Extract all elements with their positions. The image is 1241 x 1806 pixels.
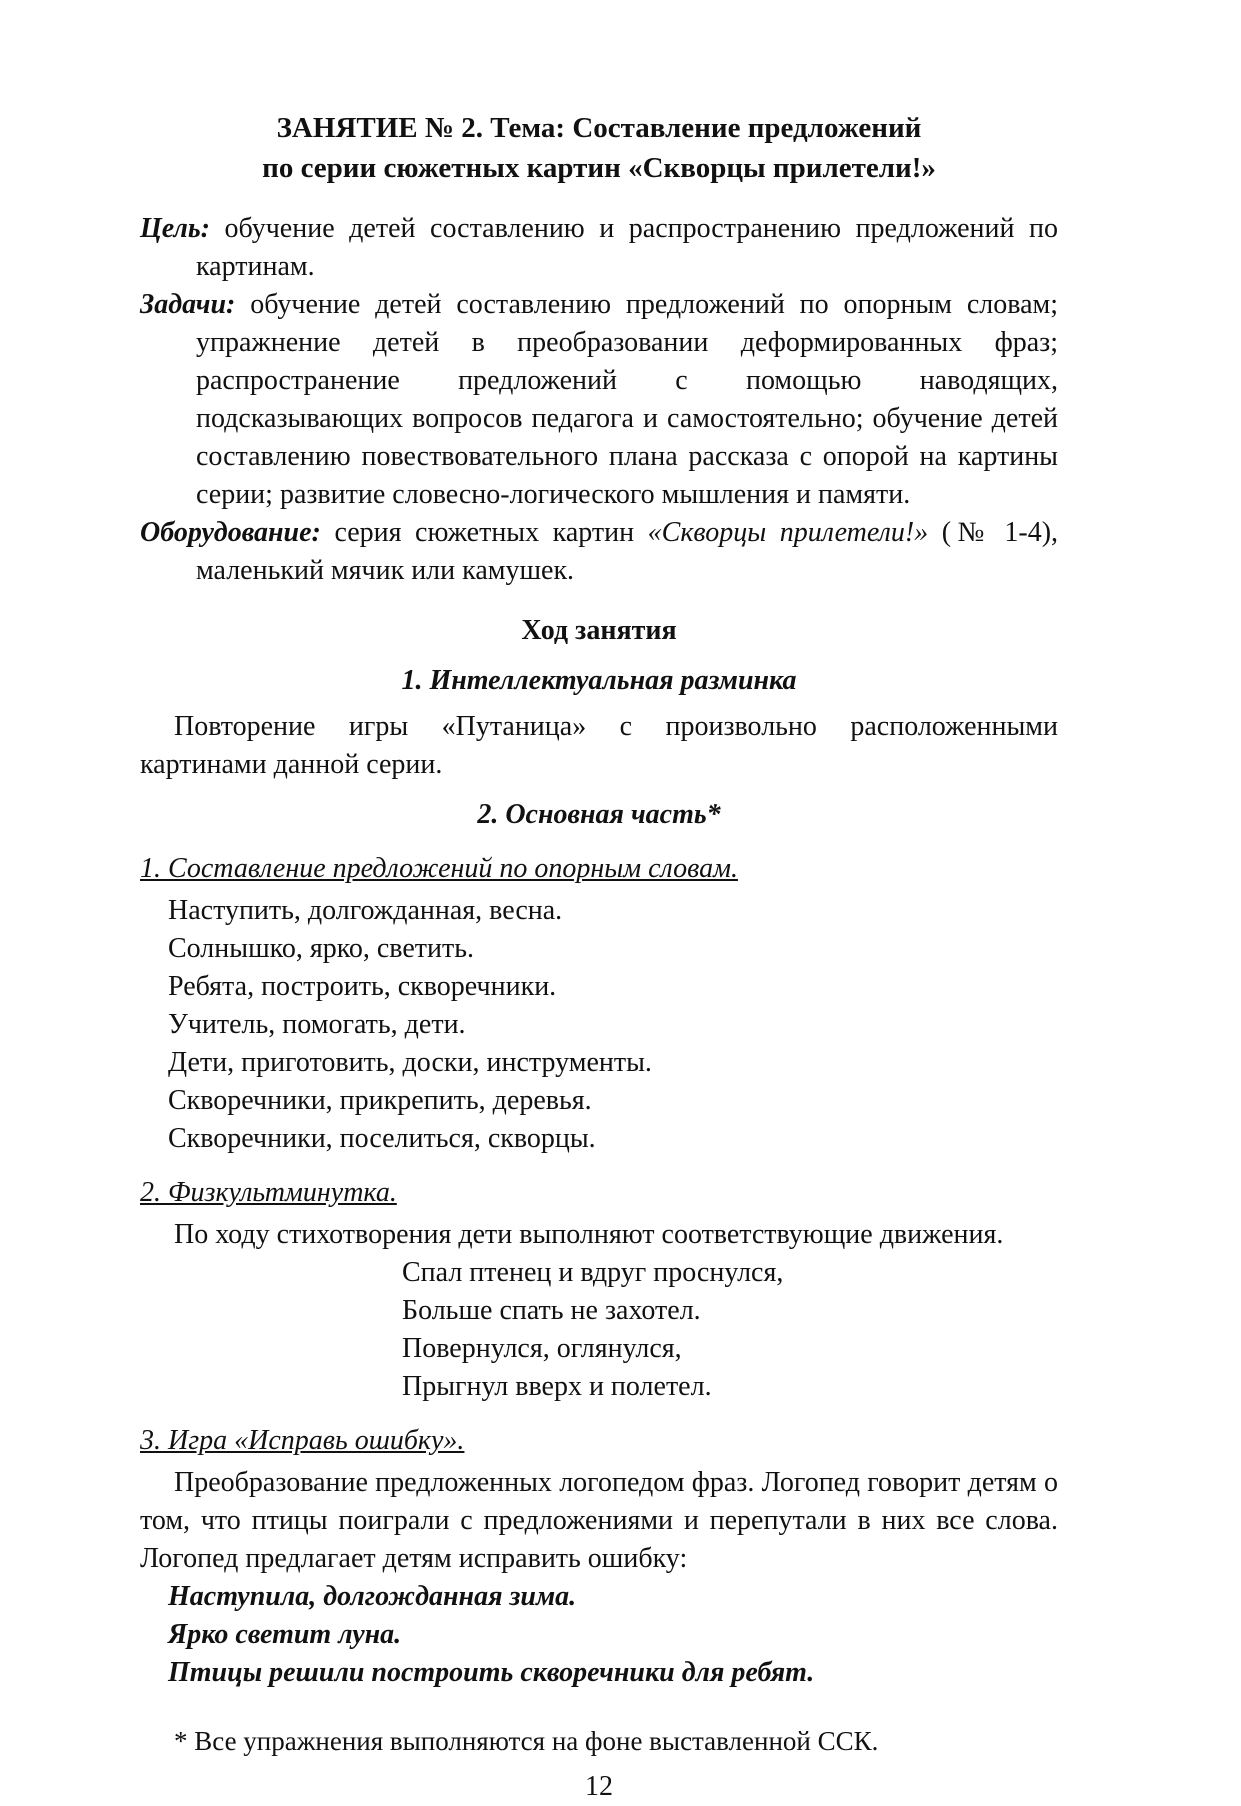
exercise3-corrected-list (140, 1578, 1058, 1692)
exercise2-title: 2. Физкультминутка. (140, 1177, 397, 1208)
corrected-line: Птицы решили построить скворечники для ребят. (168, 1657, 815, 1688)
section1-heading: 1. Интеллектуальная разминка (401, 665, 797, 696)
word-line: Скворечники, прикрепить, деревья. (168, 1085, 592, 1116)
poem-line: Повернулся, оглянулся, (402, 1333, 682, 1364)
goal-paragraph (140, 210, 1058, 286)
exercise3-intro: Преобразование предложенных логопедом фраз. Логопед говорит детям о том, что птицы поиграли с предложениями и перепутали в них все слова. Логопед предлагает детям исправить ошибку: (140, 1467, 1058, 1574)
poem-line: Прыгнул вверх и полетел. (402, 1371, 712, 1402)
exercise2-intro: По ходу стихотворения дети выполняют соответствующие движения. (174, 1219, 1004, 1250)
exercise2-poem (140, 1254, 1058, 1406)
tasks-label: Задачи: (140, 289, 236, 320)
word-line: Ребята, построить, скворечники. (168, 971, 557, 1002)
exercise3-title: 3. Игра «Исправь ошибку». (140, 1425, 465, 1456)
equipment-text-after: (№ 1-4), маленький мячик или камушек. (196, 517, 1059, 586)
equipment-text-before: серия сюжетных картин (334, 517, 635, 548)
goal-label: Цель: (140, 213, 210, 244)
exercise1-title: 1. Составление предложений по опорным словам. (140, 853, 738, 884)
equipment-label: Оборудование: (140, 517, 321, 548)
exercise1-word-list (140, 892, 1058, 1158)
word-line: Учитель, помогать, дети. (168, 1009, 466, 1040)
title-line-2: по серии сюжетных картин «Скворцы прилетели!» (262, 152, 936, 184)
word-line: Солнышко, ярко, светить. (168, 933, 475, 964)
tasks-text: обучение детей составлению предложений по опорным словам; упражнение детей в преобразовании деформированных фраз; распространение предложений с помощью наводящих, подсказывающих вопросов педагога и самостоятельно; обучение детей составлению повествовательного плана рассказа с опорой на картины серии; развитие словесно-логического мышления и памяти. (196, 289, 1058, 510)
equipment-paragraph (140, 514, 1058, 590)
page-number: 12 (585, 1771, 613, 1802)
footnote: * Все упражнения выполняются на фоне выставленной ССК. (174, 1726, 879, 1756)
equipment-series-title: «Скворцы прилетели!» (647, 517, 929, 548)
section2-heading: 2. Основная часть* (477, 799, 721, 830)
corrected-line: Ярко светит луна. (168, 1619, 402, 1650)
course-heading: Ход занятия (521, 615, 677, 646)
goal-text: обучение детей составлению и распространению предложений по картинам. (196, 213, 1059, 282)
word-line: Скворечники, поселиться, скворцы. (168, 1123, 596, 1154)
page-title (140, 108, 1058, 188)
word-line: Наступить, долгожданная, весна. (168, 895, 563, 926)
title-line-1: ЗАНЯТИЕ № 2. Тема: Составление предложений (276, 112, 922, 144)
poem-line: Спал птенец и вдруг проснулся, (402, 1257, 784, 1288)
tasks-paragraph (140, 286, 1058, 514)
word-line: Дети, приготовить, доски, инструменты. (168, 1047, 652, 1078)
section1-paragraph: Повторение игры «Путаница» с произвольно расположенными картинами данной серии. (140, 711, 1058, 780)
corrected-line: Наступила, долгожданная зима. (168, 1581, 577, 1612)
poem-line: Больше спать не захотел. (402, 1295, 701, 1326)
